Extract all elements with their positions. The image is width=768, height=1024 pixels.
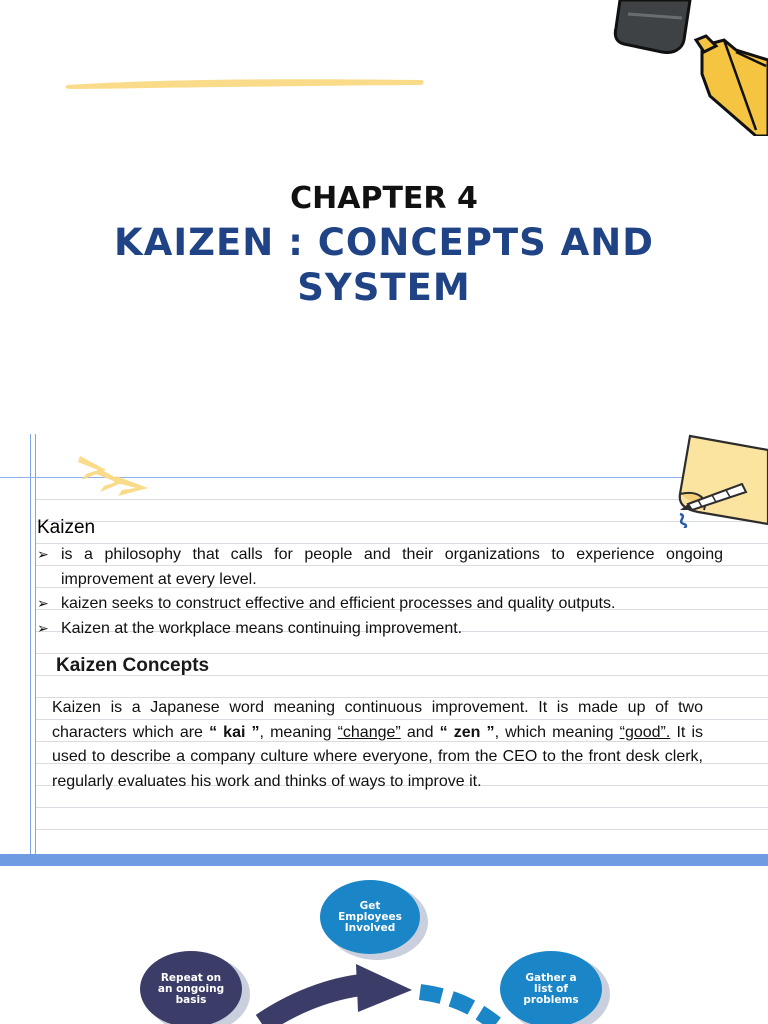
change-term: “change”	[337, 723, 401, 741]
step-label: Repeat on an ongoing basis	[157, 971, 225, 1006]
bullet-text: Kaizen at the workplace means continuing improvement.	[61, 620, 463, 637]
step-repeat-ongoing	[140, 951, 242, 1024]
kaizen-concepts-heading: Kaizen Concepts	[56, 655, 210, 676]
decorative-arrows-icon	[72, 450, 152, 500]
notebook-slide	[0, 418, 768, 854]
sticky-note-pencil-icon	[668, 432, 768, 528]
rule-line	[36, 653, 768, 654]
bullet-arrow-icon: ➢	[37, 547, 49, 563]
rule-line	[36, 807, 768, 808]
dark-arrowhead	[356, 964, 412, 1012]
bullet-arrow-icon: ➢	[37, 596, 49, 612]
good-term: “good”.	[619, 723, 671, 741]
kaizen-concepts-paragraph	[52, 696, 703, 794]
bullet-item	[37, 617, 723, 642]
title-slide	[0, 0, 768, 418]
bullet-item	[37, 592, 723, 617]
bullet-item	[37, 543, 723, 592]
rule-line	[36, 829, 768, 830]
step-gather-problems	[500, 951, 602, 1024]
chapter-label: CHAPTER 4	[290, 181, 478, 216]
step-get-employees-involved	[320, 880, 420, 954]
paragraph-text: Kaizen is a Japanese word meaning continuous improvement. It is made up of two characters which are	[52, 699, 703, 741]
chapter-title	[84, 220, 684, 310]
paragraph-text: , which meaning	[494, 723, 620, 741]
chapter-title-line-2: SYSTEM	[297, 266, 471, 309]
zen-term: “ zen ”	[439, 723, 495, 741]
kaizen-cycle-diagram	[0, 866, 768, 1024]
paragraph-text: and	[400, 723, 440, 741]
kai-term: “ kai ”	[209, 723, 260, 741]
margin-line-right	[35, 434, 36, 854]
slide-divider-bar	[0, 854, 768, 866]
step-label: Get Employees Involved	[338, 899, 402, 934]
paragraph-text: , meaning	[259, 723, 338, 741]
bullet-text: is a philosophy that calls for people and their organizations to experience ongoing improvement at every level.	[61, 546, 723, 588]
paragraph-text: It is used to describe a company culture where everyone, from the CEO to the front desk clerk, regularly evaluates his work and thinks of ways to improve it.	[52, 723, 703, 790]
bullet-arrow-icon: ➢	[37, 621, 49, 637]
step-label: Gather a list of problems	[523, 971, 579, 1006]
chapter-title-line-1: KAIZEN : CONCEPTS AND	[114, 221, 654, 264]
margin-line-left	[30, 434, 31, 854]
bullet-text: kaizen seeks to construct effective and efficient processes and quality outputs.	[61, 595, 616, 612]
kaizen-heading: Kaizen	[37, 517, 96, 538]
rule-line	[36, 521, 768, 522]
yellow-brush-stroke	[64, 74, 426, 90]
highlighter-marker-icon	[606, 0, 768, 136]
